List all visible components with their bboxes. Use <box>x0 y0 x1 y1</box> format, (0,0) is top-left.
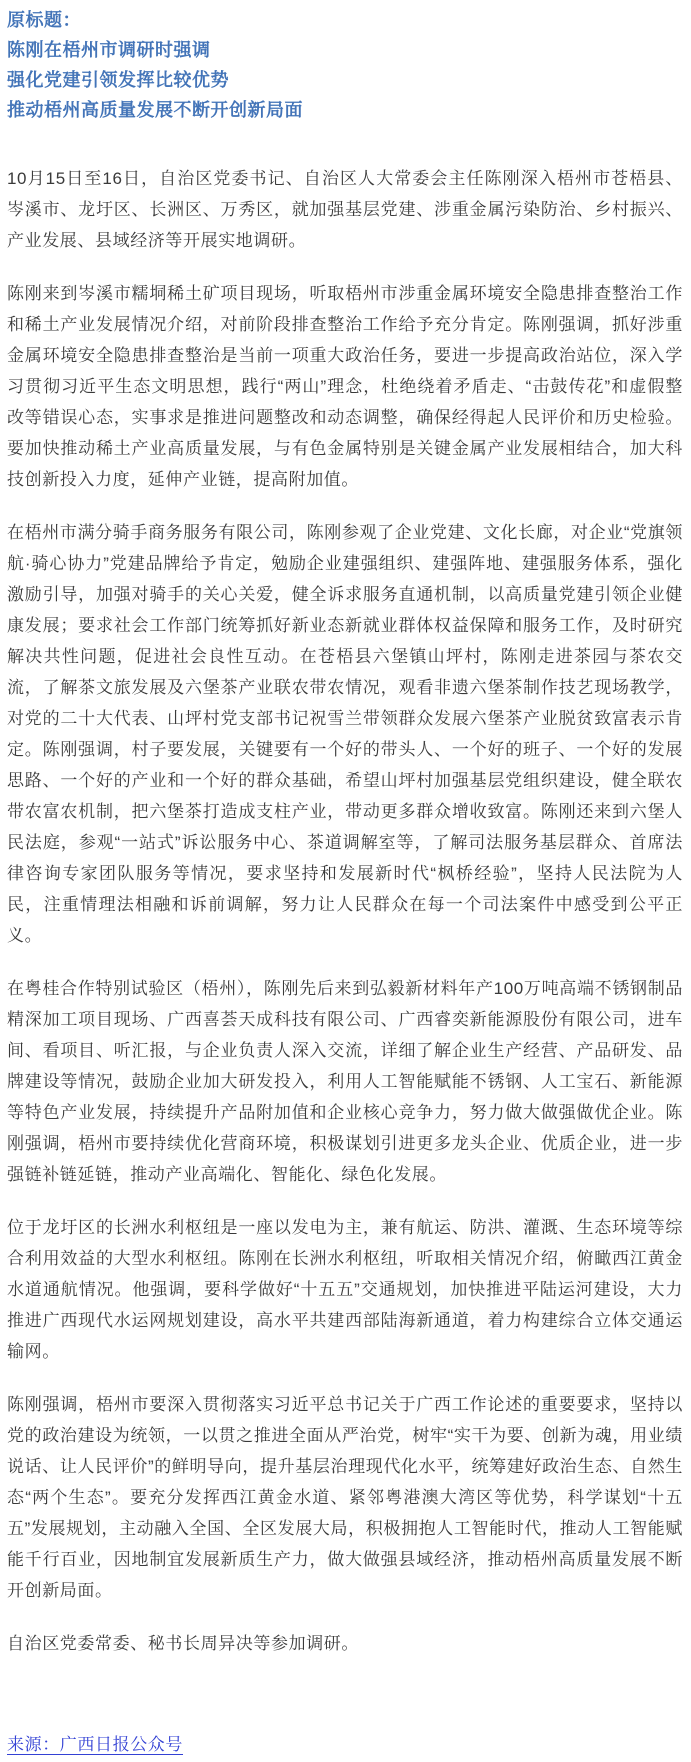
article-paragraph: 陈刚强调，梧州市要深入贯彻落实习近平总书记关于广西工作论述的重要要求，坚持以党的政治建设为统领，一以贯之推进全面从严治党，树牢“实干为要、创新为魂，用业绩说话、让人民评价”的鲜明导向，提升基层治理现代化水平，统筹建好政治生态、自然生态“两个生态”。要充分发挥西江黄金水道、紧邻粤港澳大湾区等优势，科学谋划“十五五”发展规划，主动融入全国、全区发展大局，积极拥抱人工智能时代，推动人工智能赋能千行百业，因地制宜发展新质生产力，做大做强县域经济，推动梧州高质量发展不断开创新局面。 <box>7 1395 683 1600</box>
original-title-prefix: 原标题： <box>7 10 81 30</box>
article-paragraph: 在粤桂合作特别试验区（梧州），陈刚先后来到弘毅新材料年产100万吨高端不锈钢制品精深加工项目现场、广西喜荟天成科技有限公司、广西睿奕新能源股份有限公司，进车间、看项目、听汇报，与企业负责人深入交流，详细了解企业生产经营、产品研发、品牌建设等情况，鼓励企业加大研发投入，利用人工智能赋能不锈钢、人工宝石、新能源等特色产业发展，持续提升产品附加值和企业核心竞争力，努力做大做强做优企业。陈刚强调，梧州市要持续优化营商环境，积极谋划引进更多龙头企业、优质企业，进一步强链补链延链，推动产业高端化、智能化、绿色化发展。 <box>7 979 683 1184</box>
title-line-2: 强化党建引领发挥比较优势 <box>7 70 229 90</box>
title-line-3: 推动梧州高质量发展不断开创新局面 <box>7 100 303 120</box>
article-paragraph: 自治区党委常委、秘书长周异决等参加调研。 <box>7 1634 359 1653</box>
article-paragraph: 陈刚来到岑溪市糯垌稀土矿项目现场，听取梧州市涉重金属环境安全隐患排查整治工作和稀土产业发展情况介绍，对前阶段排查整治工作给予充分肯定。陈刚强调，抓好涉重金属环境安全隐患排查整治是当前一项重大政治任务，要进一步提高政治站位，深入学习贯彻习近平生态文明思想，践行“两山”理念，杜绝绕着矛盾走、“击鼓传花”和虚假整改等错误心态，实事求是推进问题整改和动态调整，确保经得起人民评价和历史检验。要加快推动稀土产业高质量发展，与有色金属特别是关键金属产业发展相结合，加大科技创新投入力度，延伸产业链，提高附加值。 <box>7 284 683 489</box>
article-paragraph: 10月15日至16日，自治区党委书记、自治区人大常委会主任陈刚深入梧州市苍梧县、岑溪市、龙圩区、长洲区、万秀区，就加强基层党建、涉重金属污染防治、乡村振兴、产业发展、县域经济等开展实地调研。 <box>7 169 683 250</box>
source-link[interactable]: 来源：广西日报公众号 <box>7 1735 183 1754</box>
article-paragraph: 位于龙圩区的长洲水利枢纽是一座以发电为主，兼有航运、防洪、灌溉、生态环境等综合利用效益的大型水利枢纽。陈刚在长洲水利枢纽，听取相关情况介绍，俯瞰西江黄金水道通航情况。他强调，要科学做好“十五五”交通规划，加快推进平陆运河建设，大力推进广西现代水运网规划建设，高水平共建西部陆海新通道，着力构建综合立体交通运输网。 <box>7 1218 683 1361</box>
article-paragraph: 在梧州市满分骑手商务服务有限公司，陈刚参观了企业党建、文化长廊，对企业“党旗领航·骑心协力”党建品牌给予肯定，勉励企业建强组织、建强阵地、建强服务体系，强化激励引导，加强对骑手的关心关爱，健全诉求服务直通机制，以高质量党建引领企业健康发展；要求社会工作部门统筹抓好新业态新就业群体权益保障和服务工作，及时研究解决共性问题，促进社会良性互动。在苍梧县六堡镇山坪村，陈刚走进茶园与茶农交流，了解茶文旅发展及六堡茶产业联农带农情况，观看非遗六堡茶制作技艺现场教学，对党的二十大代表、山坪村党支部书记祝雪兰带领群众发展六堡茶产业脱贫致富表示肯定。陈刚强调，村子要发展，关键要有一个好的带头人、一个好的班子、一个好的发展思路、一个好的产业和一个好的群众基础，希望山坪村加强基层党组织建设，健全联农带农富农机制，把六堡茶打造成支柱产业，带动更多群众增收致富。陈刚还来到六堡人民法庭，参观“一站式”诉讼服务中心、茶道调解室等，了解司法服务基层群众、首席法律咨询专家团队服务等情况，要求坚持和发展新时代“枫桥经验”，坚持人民法院为人民，注重情理法相融和诉前调解，努力让人民群众在每一个司法案件中感受到公平正义。 <box>7 523 683 945</box>
article-body <box>7 163 683 1659</box>
title-line-1: 陈刚在梧州市调研时强调 <box>7 40 211 60</box>
original-title <box>7 5 683 125</box>
